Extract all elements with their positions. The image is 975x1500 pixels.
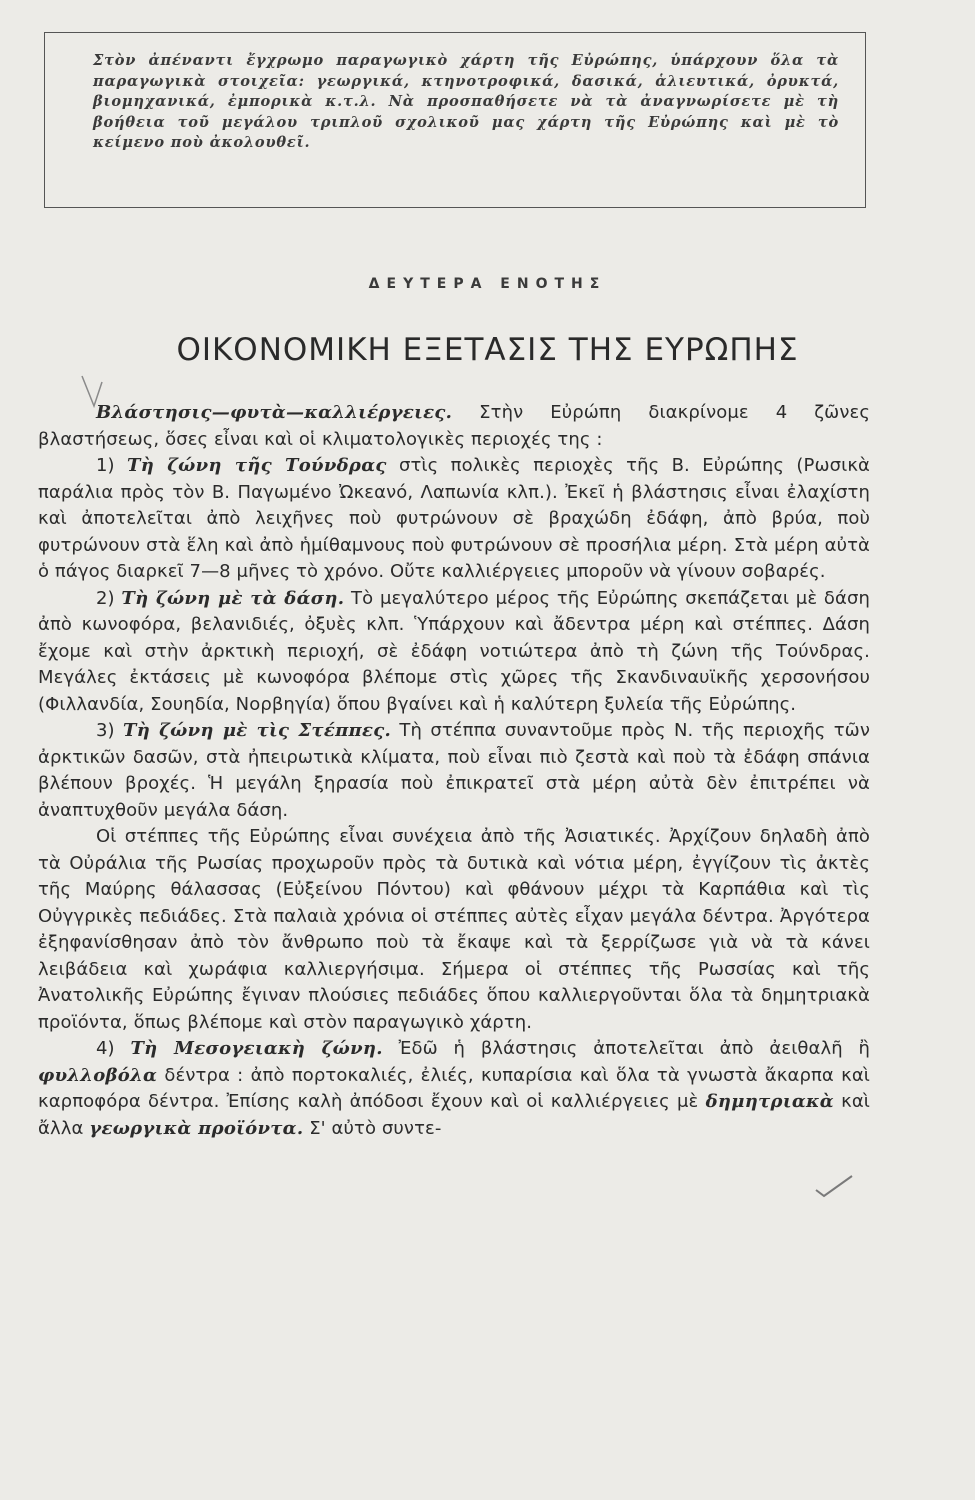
intro-note-text: Στὸν ἀπέναντι ἔγχρωμο παραγωγικὸ χάρτη τῆς Εὐρώπης, ὑπάρχουν ὅλα τὰ παραγωγικὰ στοιχεῖα: γεωργικά, κτηνοτροφικά, δασικά, ἁλιευτικά, ὀρυκτά, βιομηχανικά, ἐμπορικὰ κ.τ.λ. Νὰ προσπαθήσετε νὰ τὰ ἀναγνωρίσετε μὲ τὴ βοήθεια τοῦ μεγάλου τριπλοῦ σχολικοῦ μας χάρτη τῆς Εὐρώπης καὶ μὲ τὸ κείμενο ποὺ ἀκολουθεῖ. [93,52,839,151]
emphasis-word: φυλλοβόλα [38,1064,158,1086]
paragraph-zone-3 [38,718,870,824]
paragraph-text: Ἐδῶ ἡ βλάστησις ἀποτελεῖται ἀπὸ ἀειθαλῆ ἢ [382,1038,871,1059]
paragraph-text: καὶ ἄλλα [38,1091,871,1139]
paragraph-steppes [38,824,870,1036]
paragraph-lead: Τὴ ζώνη μὲ τὶς Στέππες. [123,720,392,741]
paragraph-lead: Τὴ Μεσογειακὴ ζώνη. [130,1038,383,1059]
section-label: ΔΕΥΤΕΡΑ ΕΝΟΤΗΣ [368,276,607,292]
list-number: 4) [96,1038,131,1059]
paragraph-text: δέντρα : ἀπὸ πορτοκαλιές, ἐλιές, κυπαρίσια καὶ ὅλα τὰ γνωστὰ ἄκαρπα καὶ καρποφόρα δέντρα. Ἐπίσης καλὴ ἀπόδοσι ἔχουν καὶ οἱ καλλιέργειες μὲ [38,1064,870,1112]
emphasis-word: δημητριακὰ [705,1091,834,1112]
list-number: 3) [96,720,124,741]
paragraph-zone-1 [38,453,870,586]
paragraph-zone-4 [38,1036,870,1142]
paragraph-lead: Βλάστησις—φυτὰ—καλλιέργειες. [96,402,453,423]
pencil-check-mark-icon-2 [812,1174,856,1200]
paragraph-lead: Τὴ ζώνη τῆς Τούνδρας [127,455,387,476]
paragraph-text: Τὴ στέππα συναντοῦμε πρὸς Ν. τῆς περιοχῆς τῶν ἀρκτικῶν δασῶν, στὰ ἠπειρωτικὰ κλίματα, ποὺ εἶναι πιὸ ζεστὰ καὶ ποὺ τὰ ἐδάφη σπάνια βλέπουν βροχές. Ἡ μεγάλη ξηρασία ποὺ ἐπικρατεῖ στὰ μέρη αὐτὰ δὲν ἐπιτρέπει νὰ ἀναπτυχθοῦν μεγάλα δάση. [38,720,870,821]
paragraph-lead: Τὴ ζώνη μὲ τὰ δάση. [121,587,345,609]
intro-note-box [44,32,866,208]
paragraph-intro [38,400,870,453]
paragraph-text: Οἱ στέππες τῆς Εὐρώπης εἶναι συνέχεια ἀπὸ τῆς Ἀσιατικές. Ἀρχίζουν δηλαδὴ ἀπὸ τὰ Οὐράλια τῆς Ρωσίας προχωροῦν πρὸς τὰ δυτικὰ καὶ νότια μέρη, ἐγγίζουν τὶς ἀκτὲς τῆς Μαύρης θάλασσας (Εὐξείνου Πόντου) καὶ φθάνουν μέχρι τὰ Καρπάθια καὶ τὶς Οὐγγρικὲς πεδιάδες. Στὰ παλαιὰ χρόνια οἱ στέππες αὐτὲς εἶχαν μεγάλα δέντρα. Ἀργότερα ἐξηφανίσθησαν ἀπὸ τὸν ἄνθρωπο ποὺ τὰ ἔκαψε καὶ τὰ ξερρίζωσε γιὰ νὰ τὰ κάνει λειβάδεια καὶ χωράφια καλλιεργήσιμα. Σήμερα οἱ στέππες τῆς Ρωσσίας καὶ τῆς Ἀνατολικῆς Εὐρώπης ἔγιναν πλούσιες πεδιάδες ὅπου καλλιεργοῦνται ὅλα τὰ δημητριακὰ προϊόντα, ὅπως βλέπομε καὶ στὸν παραγωγικὸ χάρτη. [38,826,870,1033]
paragraph-text: Σ' αὐτὸ συντε- [303,1117,442,1139]
paragraph-zone-2 [38,586,870,719]
list-number: 1) [96,455,128,476]
paragraph-text: στὶς πολικὲς περιοχὲς τῆς Β. Εὐρώπης (Ρωσικὰ παράλια πρὸς τὸν Β. Παγωμένο Ὠκεανό, Λαπωνία κλπ.). Ἐκεῖ ἡ βλάστησις εἶναι ἐλαχίστη καὶ ἀποτελεῖται ἀπὸ λειχῆνες ποὺ φυτρώνουν σὲ βραχώδη ἐδάφη, ἀπὸ βρύα, ποὺ φυτρώνουν στὰ ἕλη καὶ ἀπὸ ἡμίθαμνους ποὺ φυτρώνουν σὲ προσήλια μέρη. Στὰ μέρη αὐτὰ ὁ πάγος διαρκεῖ 7—8 μῆνες τὸ χρόνο. Οὔτε καλλιέργειες μποροῦν νὰ γίνουν σοβαρές. [38,455,870,582]
body-text [38,400,870,1142]
paragraph-text: Τὸ μεγαλύτερο μέρος τῆς Εὐρώπης σκεπάζεται μὲ δάση ἀπὸ κωνοφόρα, βελανιδιές, ὀξυὲς κλπ. Ὑπάρχουν καὶ ἄδεντρα μέρη καὶ στέππες. Δάση ἔχομε καὶ στὴν ἀρκτικὴ περιοχή, σὲ ἐδάφη νοτιώτερα ἀπὸ τὴ ζώνη τῆς Τούνδρας. Μεγάλες ἐκτάσεις μὲ κωνοφόρα βλέπομε στὶς χῶρες τῆς Σκανδιναυϊκῆς χερσονήσου (Φιλλανδία, Σουηδία, Νορβηγία) ὅπου βγαίνει καὶ ἡ καλύτερη ξυλεία τῆς Εὐρώπης. [38,587,870,715]
emphasis-word: γεωργικὰ προϊόντα. [89,1117,304,1139]
page-title: ΟΙΚΟΝΟΜΙΚΗ ΕΞΕΤΑΣΙΣ ΤΗΣ ΕΥΡΩΠΗΣ [176,332,799,368]
paragraph-text: Στὴν Εὐρώπη διακρίνομε 4 ζῶνες βλαστήσεως, ὅσες εἶναι καὶ οἱ κλιματολογικὲς περιοχές της : [38,402,870,450]
list-number: 2) [96,587,122,609]
